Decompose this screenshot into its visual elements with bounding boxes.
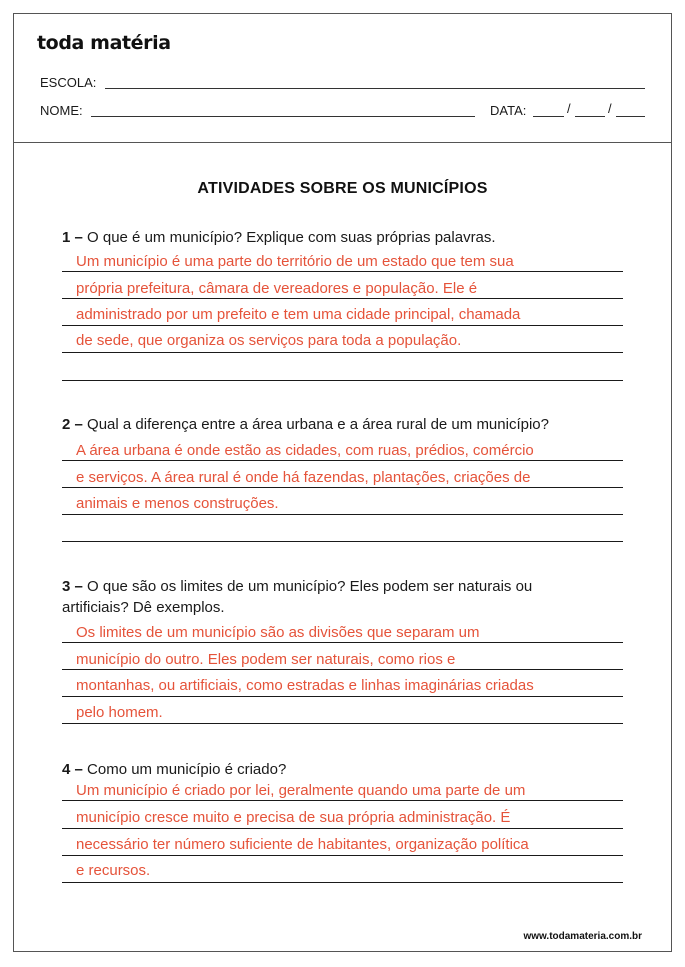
question-number: 1 – <box>62 229 83 246</box>
date-year-field[interactable] <box>616 116 645 117</box>
name-field[interactable] <box>91 116 475 117</box>
answer-line-text: A área urbana é onde estão as cidades, com ruas, prédios, comércio <box>76 442 534 459</box>
school-field[interactable] <box>105 88 645 89</box>
date-month-field[interactable] <box>575 116 605 117</box>
answer-line <box>62 514 623 515</box>
answer-line-text: Um município é criado por lei, geralmente quando uma parte de um <box>76 782 526 799</box>
answer-line-text: município cresce muito e precisa de sua própria administração. É <box>76 809 511 826</box>
answer-line-text: Os limites de um município são as divisões que separam um <box>76 624 480 641</box>
question-4 <box>62 759 642 780</box>
answer-line <box>62 487 623 488</box>
answer-line-text: pelo homem. <box>76 704 163 721</box>
school-label: ESCOLA: <box>40 75 97 90</box>
answer-line <box>62 828 623 829</box>
date-day-field[interactable] <box>533 116 564 117</box>
answer-line-text: e serviços. A área rural é onde há fazendas, plantações, criações de <box>76 469 531 486</box>
logo: toda matéria <box>37 32 171 54</box>
name-label: NOME: <box>40 103 83 118</box>
answer-line <box>62 298 623 299</box>
answer-line-text: de sede, que organiza os serviços para toda a população. <box>76 332 462 349</box>
footer-url: www.todamateria.com.br <box>523 931 642 942</box>
answer-line-text: animais e menos construções. <box>76 495 279 512</box>
question-text: Qual a diferença entre a área urbana e a área rural de um município? <box>87 416 549 433</box>
question-2 <box>62 414 642 435</box>
answer-line <box>62 352 623 353</box>
answer-line <box>62 882 623 883</box>
answer-line-text: própria prefeitura, câmara de vereadores e população. Ele é <box>76 280 478 297</box>
question-text: O que é um município? Explique com suas próprias palavras. <box>87 229 496 246</box>
date-separator: / <box>608 101 612 116</box>
answer-line <box>62 541 623 542</box>
question-number: 2 – <box>62 416 83 433</box>
date-label: DATA: <box>490 103 527 118</box>
answer-line-text: necessário ter número suficiente de habitantes, organização política <box>76 836 529 853</box>
answer-line <box>62 460 623 461</box>
answer-line-text: montanhas, ou artificiais, como estradas e linhas imaginárias criadas <box>76 677 534 694</box>
header-divider <box>13 142 672 143</box>
answer-line <box>62 325 623 326</box>
question-text: O que são os limites de um município? Eles podem ser naturais ou artificiais? Dê exemplos. <box>62 578 533 616</box>
date-separator: / <box>567 101 571 116</box>
answer-line <box>62 696 623 697</box>
answer-line <box>62 855 623 856</box>
answer-line <box>62 669 623 670</box>
answer-line-text: administrado por um prefeito e tem uma cidade principal, chamada <box>76 306 521 323</box>
answer-line-text: Um município é uma parte do território de um estado que tem sua <box>76 253 514 270</box>
question-text: Como um município é criado? <box>87 761 287 778</box>
answer-line <box>62 380 623 381</box>
question-number: 4 – <box>62 761 83 778</box>
answer-line <box>62 800 623 801</box>
answer-line <box>62 271 623 272</box>
answer-line-text: e recursos. <box>76 862 151 879</box>
question-1 <box>62 227 642 248</box>
question-number: 3 – <box>62 578 83 595</box>
answer-line <box>62 723 623 724</box>
question-3 <box>62 576 602 618</box>
page-title: ATIVIDADES SOBRE OS MUNICÍPIOS <box>197 180 488 197</box>
answer-line-text: município do outro. Eles podem ser naturais, como rios e <box>76 651 456 668</box>
answer-line <box>62 642 623 643</box>
